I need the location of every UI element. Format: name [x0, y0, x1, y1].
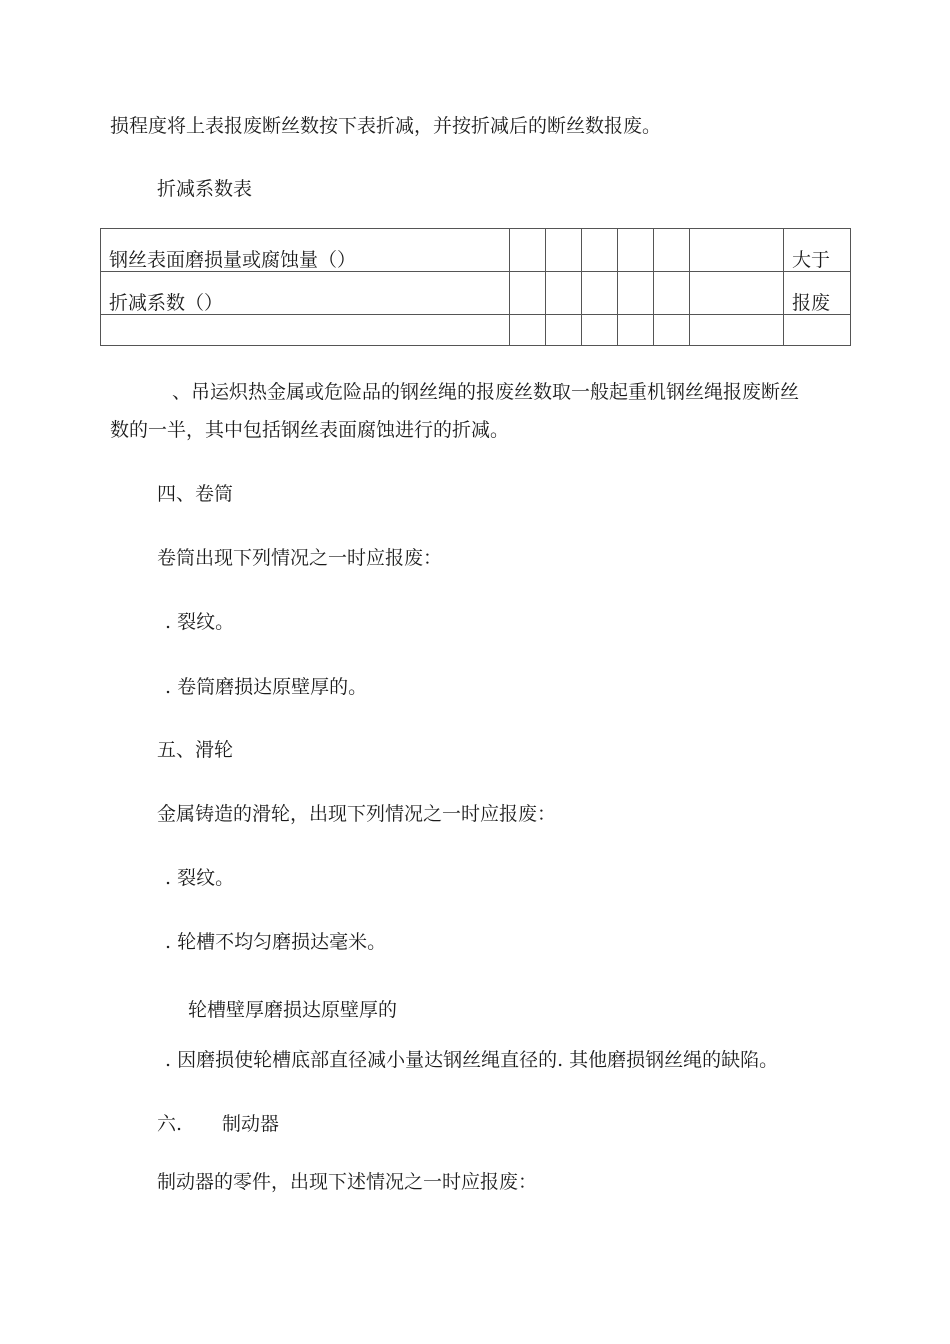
paragraph-line: 、吊运炽热金属或危险品的钢丝绳的报废丝数取一般起重机钢丝绳报废断丝: [172, 381, 800, 403]
paragraph-line: 损程度将上表报废断丝数按下表折减，并按折减后的断丝数报废。: [110, 115, 662, 137]
section-number: 六.: [157, 1113, 183, 1135]
table-row: [101, 272, 851, 315]
table-cell: [618, 229, 654, 272]
table-cell: [546, 229, 582, 272]
table-cell: [582, 315, 618, 346]
table-row: [101, 229, 851, 272]
table-cell: [690, 229, 784, 272]
list-item: 轮槽壁厚磨损达原壁厚的: [188, 999, 398, 1021]
list-item: . 裂纹。: [165, 611, 235, 633]
table-cell: 钢丝表面磨损量或腐蚀量（）: [101, 229, 510, 272]
section-heading: 五、滑轮: [157, 739, 234, 761]
paragraph-line: 金属铸造的滑轮，出现下列情况之一时应报废：: [157, 803, 557, 825]
table-cell: [582, 229, 618, 272]
table-cell: [690, 315, 784, 346]
table-cell: 折减系数（）: [101, 272, 510, 315]
table-cell: [690, 272, 784, 315]
list-item: . 裂纹。: [165, 867, 235, 889]
list-item: . 因磨损使轮槽底部直径减小量达钢丝绳直径的. 其他磨损钢丝绳的缺陷。: [165, 1049, 779, 1071]
table-cell: [582, 272, 618, 315]
paragraph-line: 卷筒出现下列情况之一时应报废：: [157, 547, 443, 569]
section-heading: 四、卷筒: [157, 483, 234, 505]
table-cell: [510, 315, 546, 346]
table-cell: [784, 315, 851, 346]
paragraph-line: 制动器的零件，出现下述情况之一时应报废：: [157, 1171, 538, 1193]
table-cell: [654, 315, 690, 346]
table-cell: [618, 315, 654, 346]
list-item: . 卷筒磨损达原壁厚的。: [165, 676, 368, 698]
table-cell: [618, 272, 654, 315]
reduction-coefficient-table: [100, 228, 851, 346]
list-item: . 轮槽不均匀磨损达毫米。: [165, 931, 387, 953]
table-cell: [101, 315, 510, 346]
table-cell: 报废: [784, 272, 851, 315]
section-heading: 制动器: [222, 1113, 280, 1135]
table-cell: [510, 272, 546, 315]
table-cell: [654, 229, 690, 272]
table-cell: [510, 229, 546, 272]
table-cell: [654, 272, 690, 315]
table-cell: [546, 315, 582, 346]
table-caption: 折减系数表: [157, 178, 253, 200]
table-row: [101, 315, 851, 346]
table-cell: [546, 272, 582, 315]
paragraph-line: 数的一半，其中包括钢丝表面腐蚀进行的折减。: [110, 419, 510, 441]
table-cell: 大于: [784, 229, 851, 272]
